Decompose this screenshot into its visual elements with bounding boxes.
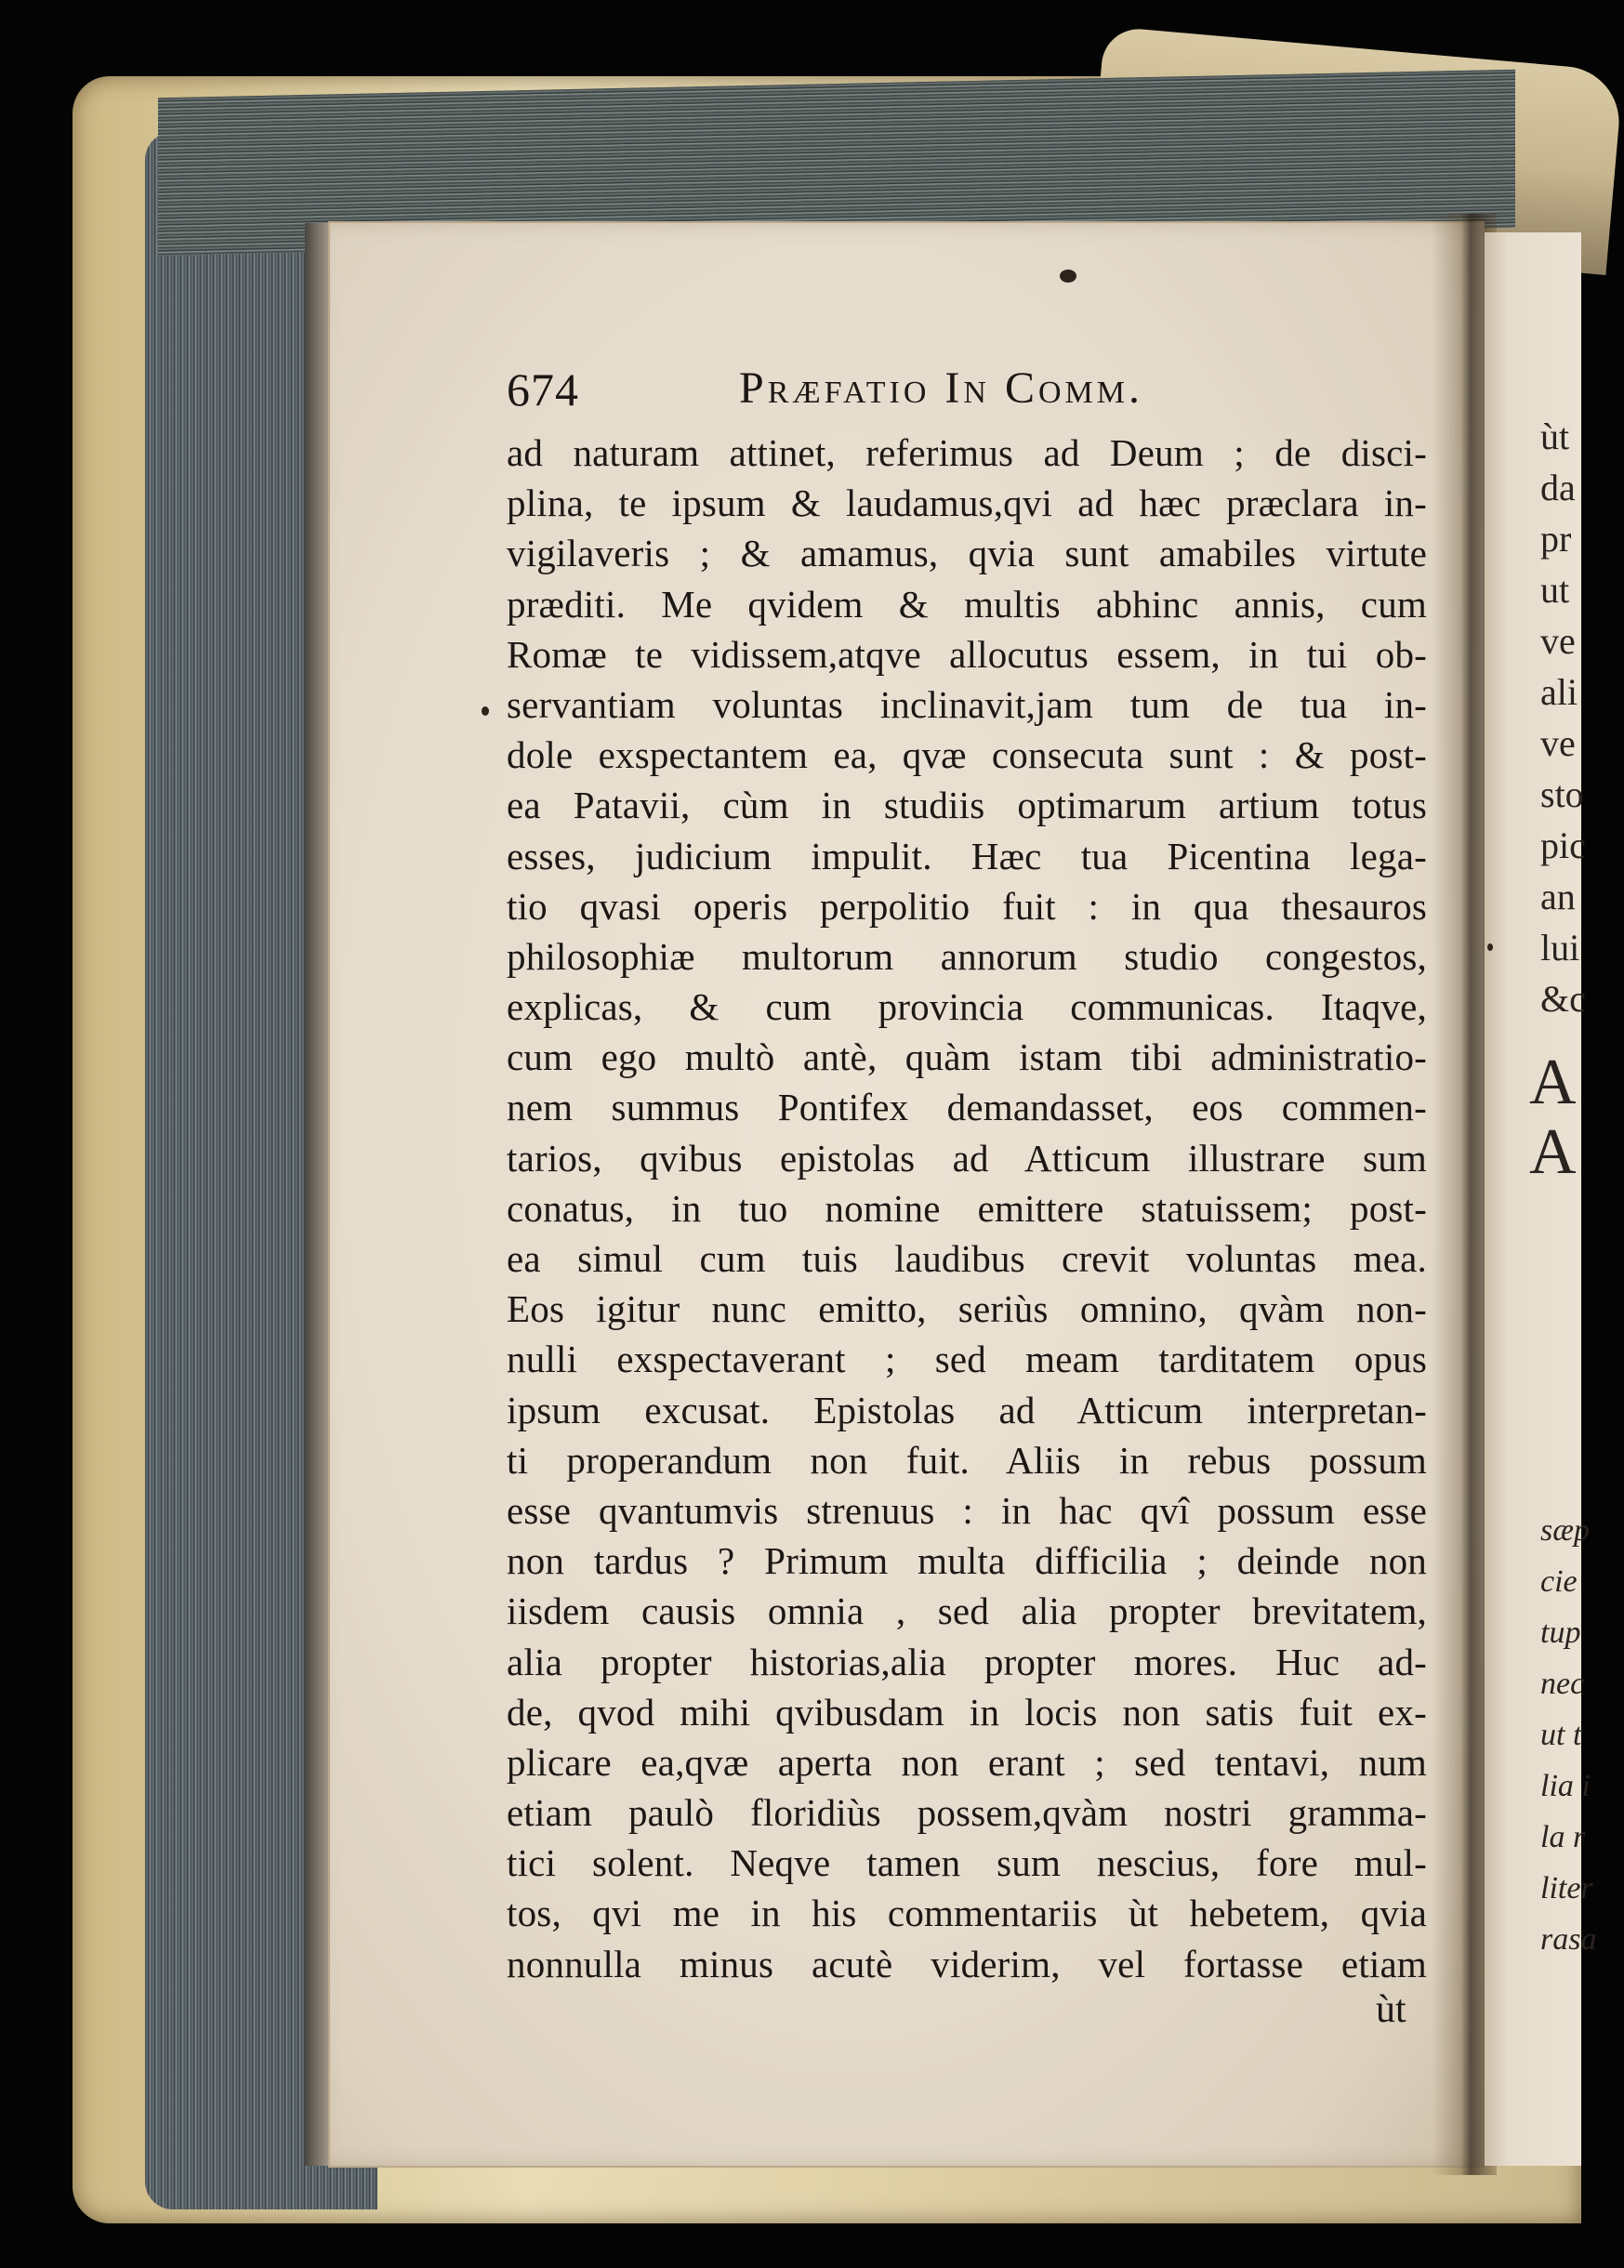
right-page-fragment: ùt bbox=[1540, 415, 1570, 457]
right-page-fragment: an bbox=[1540, 876, 1576, 917]
text-line: servantiam voluntas inclinavit,jam tum de tua in- bbox=[507, 682, 1427, 726]
text-line: tio qvasi operis perpolitio fuit : in qua thesauros bbox=[507, 884, 1427, 928]
text-line: iisdem causis omnia , sed alia propter brevitatem, bbox=[507, 1589, 1427, 1633]
right-page-fragment: da bbox=[1540, 467, 1576, 508]
right-page-heading: A bbox=[1529, 1116, 1577, 1188]
right-page-fragment: cie bbox=[1540, 1564, 1578, 1599]
text-line: tarios, qvibus epistolas ad Atticum illustrare sum bbox=[507, 1136, 1427, 1180]
right-page-fragment: ut t bbox=[1540, 1718, 1582, 1752]
text-line: etiam paulò floridiùs possem,qvàm nostri gramma- bbox=[507, 1791, 1427, 1835]
right-page-fragment: &c bbox=[1540, 978, 1586, 1020]
right-page-fragment: ali bbox=[1540, 671, 1578, 713]
right-page-fragment: rasa bbox=[1540, 1922, 1597, 1957]
ink-speck bbox=[1487, 943, 1493, 951]
text-line: præditi. Me qvidem & multis abhinc annis, cum bbox=[507, 582, 1427, 626]
text-line: ad naturam attinet, referimus ad Deum ; de disci- bbox=[507, 431, 1427, 474]
text-line: esses, judicium impulit. Hæc tua Picentina lega- bbox=[507, 834, 1427, 877]
text-line: esse qvantumvis strenuus : in hac qvî possum esse bbox=[507, 1488, 1427, 1532]
text-line: nonnulla minus acutè viderim, vel fortasse etiam bbox=[507, 1942, 1427, 1985]
text-line: Romæ te vidissem,atqve allocutus essem, in tui ob- bbox=[507, 632, 1427, 676]
text-line: de, qvod mihi qvibusdam in locis non satis fuit ex- bbox=[507, 1690, 1427, 1734]
catchword: ùt bbox=[1376, 1988, 1406, 2031]
text-line: tici solent. Neqve tamen sum nescius, fore mul- bbox=[507, 1841, 1427, 1885]
text-line: plina, te ipsum & laudamus,qvi ad hæc præclara in- bbox=[507, 481, 1427, 525]
right-page bbox=[1485, 232, 1597, 2166]
ink-speck bbox=[482, 706, 489, 716]
text-line: Eos igitur nunc emitto, seriùs omnino, qvàm non- bbox=[507, 1287, 1427, 1331]
text-line: ea simul cum tuis laudibus crevit voluntas mea. bbox=[507, 1237, 1427, 1280]
right-page-fragment: liter bbox=[1540, 1871, 1593, 1905]
text-line: philosophiæ multorum annorum studio congestos, bbox=[507, 934, 1427, 978]
text-line: non tardus ? Primum multa difficilia ; deinde non bbox=[507, 1539, 1427, 1583]
text-line: ipsum excusat. Epistolas ad Atticum interpretan- bbox=[507, 1388, 1427, 1431]
right-page-fragment: lui bbox=[1540, 927, 1580, 969]
text-line: nem summus Pontifex demandasset, eos commen- bbox=[507, 1086, 1427, 1129]
text-line: explicas, & cum provincia communicas. Itaqve, bbox=[507, 985, 1427, 1029]
text-line: ea Patavii, cùm in studiis optimarum artium totus bbox=[507, 784, 1427, 827]
page-number: 674 bbox=[507, 363, 579, 415]
text-block bbox=[507, 363, 1427, 2031]
text-line: tos, qvi me in his commentariis ùt hebetem, qvia bbox=[507, 1892, 1427, 1935]
right-page-fragment: ve bbox=[1540, 722, 1576, 764]
right-page-fragment: pic bbox=[1540, 824, 1586, 866]
right-page-fragment: sto bbox=[1540, 773, 1584, 815]
right-page-fragment: lia i bbox=[1540, 1769, 1591, 1803]
text-line: nulli exspectaverant ; sed meam tarditatem opus bbox=[507, 1338, 1427, 1381]
right-page-fragment: ve bbox=[1540, 620, 1576, 662]
text-line: vigilaveris ; & amamus, qvia sunt amabiles virtute bbox=[507, 532, 1427, 575]
text-line: cum ego multò antè, quàm istam tibi administratio- bbox=[507, 1035, 1427, 1079]
right-page-fragment: la r bbox=[1540, 1820, 1586, 1854]
right-page-fragment: nec bbox=[1540, 1667, 1585, 1701]
text-line: plicare ea,qvæ aperta non erant ; sed tentavi, num bbox=[507, 1740, 1427, 1784]
ink-speck bbox=[1060, 270, 1076, 283]
body-text bbox=[507, 428, 1427, 1989]
page-header bbox=[507, 363, 1427, 428]
right-page-heading: A bbox=[1529, 1047, 1577, 1118]
text-line: ti properandum non fuit. Aliis in rebus possum bbox=[507, 1438, 1427, 1482]
right-page-fragment: sæp bbox=[1540, 1513, 1590, 1548]
text-line: dole exspectantem ea, qvæ consecuta sunt : & post- bbox=[507, 733, 1427, 777]
text-line: conatus, in tuo nomine emittere statuissem; post- bbox=[507, 1186, 1427, 1230]
running-head: Præfatio In Comm. bbox=[739, 363, 1143, 413]
text-line: alia propter historias,alia propter mores. Huc ad- bbox=[507, 1640, 1427, 1683]
right-page-fragment: pr bbox=[1540, 518, 1572, 560]
right-page-fragment: tup bbox=[1540, 1615, 1581, 1650]
right-page-fragment: ut bbox=[1540, 569, 1570, 611]
